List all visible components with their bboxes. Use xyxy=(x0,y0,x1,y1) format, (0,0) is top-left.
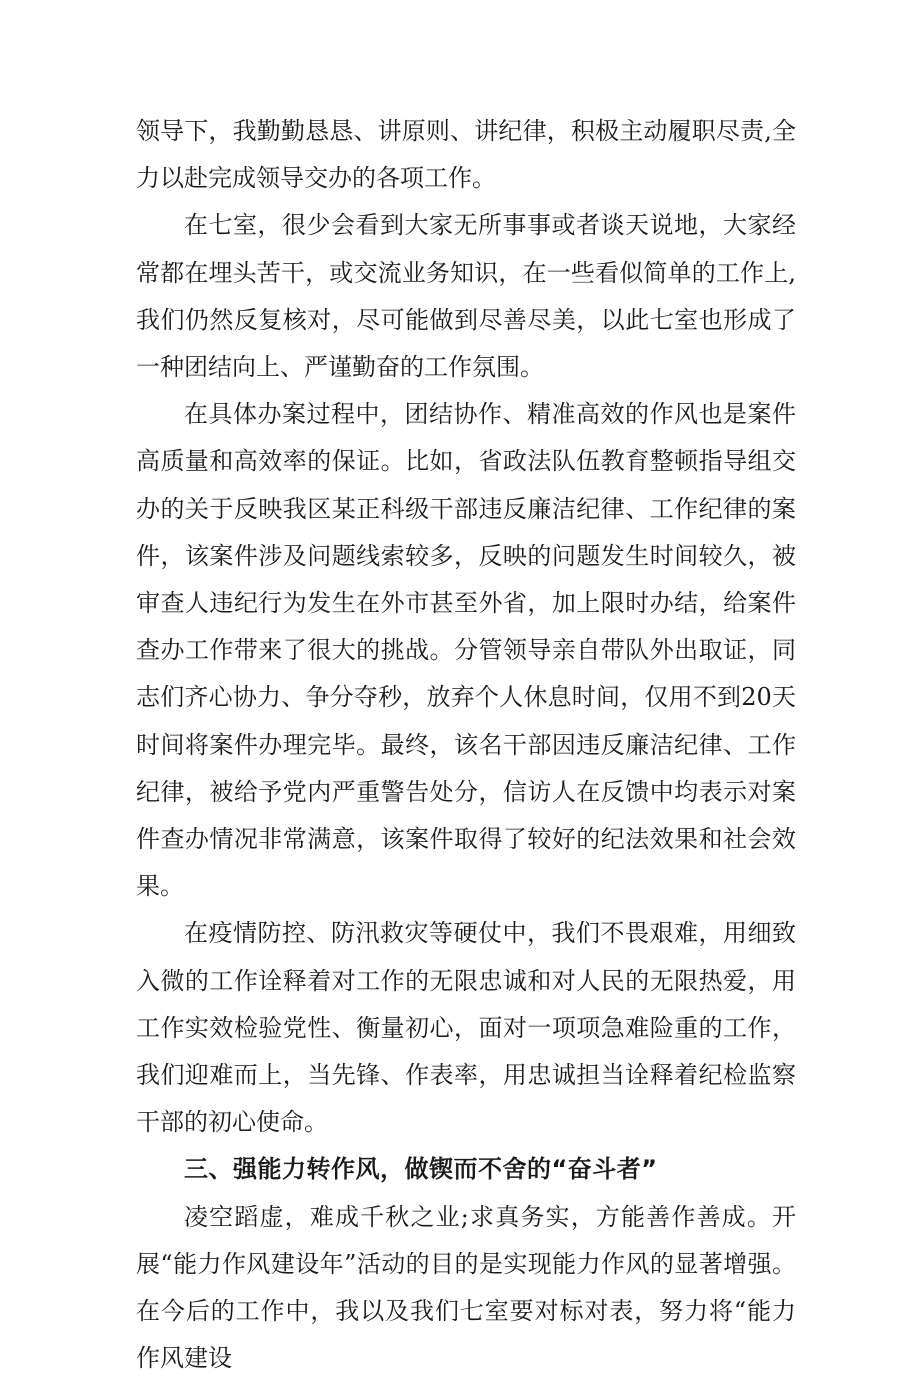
paragraph-office-atmosphere: 在七室，很少会看到大家无所事事或者谈天说地，大家经常都在埋头苦干，或交流业务知识，在一些看似简单的工作上,我们仍然反复核对，尽可能做到尽善尽美，以此七室也形成了一种团结向上、严谨勤奋的工作氛围。 xyxy=(136,211,796,382)
document-body xyxy=(136,108,796,1382)
paragraph-case-handling: 在具体办案过程中，团结协作、精准高效的作风也是案件高质量和高效率的保证。比如，省政法队伍教育整顿指导组交办的关于反映我区某正科级干部违反廉洁纪律、工作纪律的案件，该案件涉及问题线索较多，反映的问题发生时间较久，被审查人违纪行为发生在外市甚至外省，加上限时办结，给案件查办工作带来了很大的挑战。分管领导亲自带队外出取证，同志们齐心协力、争分夺秒，放弃个人休息时间，仅用不到20天时间将案件办理完毕。最终，该名干部因违反廉洁纪律、工作纪律，被给予党内严重警告处分，信访人在反馈中均表示对案件查办情况非常满意，该案件取得了较好的纪法效果和社会效果。 xyxy=(136,400,796,901)
section-heading: 三、强能力转作风，做锲而不舍的“奋斗者” xyxy=(184,1155,658,1184)
paragraph-epidemic-flood: 在疫情防控、防汛救灾等硬仗中，我们不畏艰难，用细致入微的工作诠释着对工作的无限忠诚和对人民的无限热爱，用工作实效检验党性、衡量初心，面对一项项急难险重的工作，我们迎难而上，当先锋、作表率，用忠诚担当诠释着纪检监察干部的初心使命。 xyxy=(136,919,796,1137)
paragraph-continued: 领导下，我勤勤恳恳、讲原则、讲纪律，积极主动履职尽责,全力以赴完成领导交办的各项工作。 xyxy=(136,117,796,193)
paragraph-closing: 凌空蹈虚，难成千秋之业;求真务实，方能善作善成。开展“能力作风建设年”活动的目的是实现能力作风的显著增强。在今后的工作中，我以及我们七室要对标对表，努力将“能力作风建设 xyxy=(136,1202,796,1373)
